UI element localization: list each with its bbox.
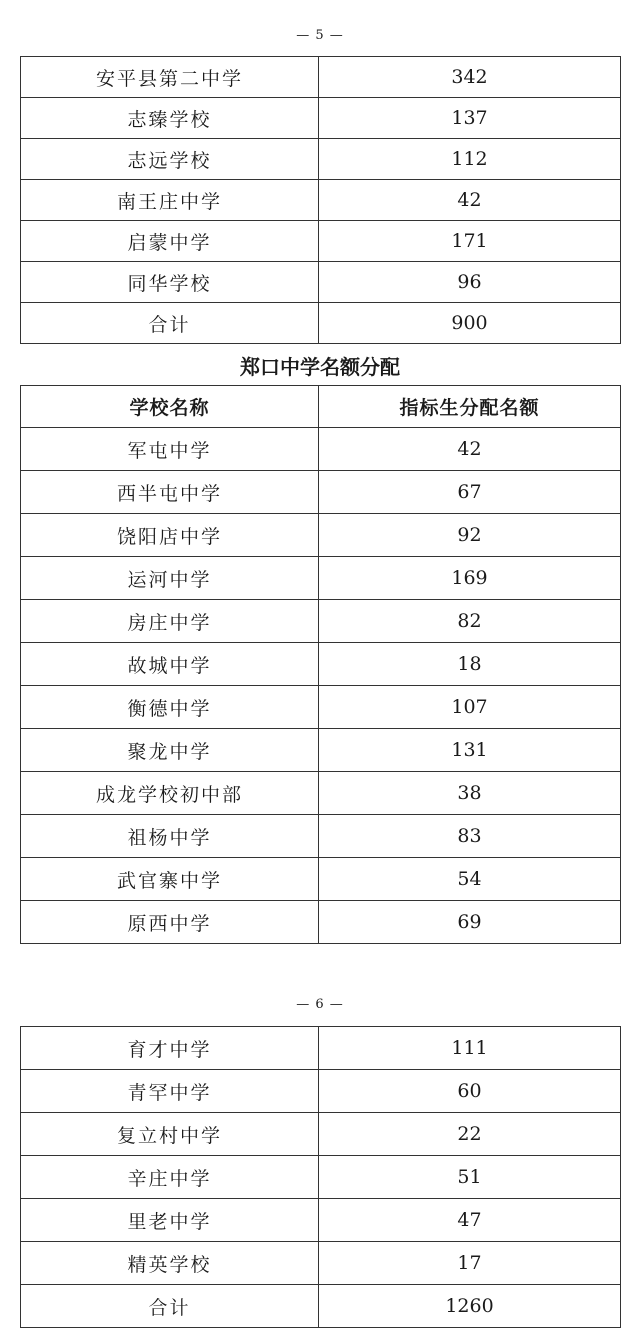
school-name-cell: 复立村中学 — [21, 1113, 319, 1156]
table-row — [21, 815, 621, 858]
quota-cell: 900 — [319, 303, 621, 344]
table-row — [21, 1156, 621, 1199]
quota-cell: 171 — [319, 221, 621, 262]
table-row — [21, 772, 621, 815]
quota-cell: 1260 — [319, 1285, 621, 1328]
table-row — [21, 139, 621, 180]
table-row — [21, 1027, 621, 1070]
table-row — [21, 600, 621, 643]
school-name-cell: 军屯中学 — [21, 428, 319, 471]
school-name-cell: 里老中学 — [21, 1199, 319, 1242]
school-name-cell: 饶阳店中学 — [21, 514, 319, 557]
school-name-cell: 辛庄中学 — [21, 1156, 319, 1199]
table-row — [21, 471, 621, 514]
school-name-cell: 志臻学校 — [21, 98, 319, 139]
school-name-cell: 衡德中学 — [21, 686, 319, 729]
quota-cell: 69 — [319, 901, 621, 944]
header-school-name: 学校名称 — [21, 386, 319, 428]
school-name-cell: 同华学校 — [21, 262, 319, 303]
quota-cell: 38 — [319, 772, 621, 815]
quota-cell: 82 — [319, 600, 621, 643]
school-name-cell: 安平县第二中学 — [21, 57, 319, 98]
school-name-cell: 故城中学 — [21, 643, 319, 686]
school-name-cell: 合计 — [21, 1285, 319, 1328]
table-row — [21, 98, 621, 139]
quota-cell: 137 — [319, 98, 621, 139]
quota-cell: 96 — [319, 262, 621, 303]
quota-cell: 47 — [319, 1199, 621, 1242]
table-row — [21, 1113, 621, 1156]
school-name-cell: 聚龙中学 — [21, 729, 319, 772]
quota-cell: 131 — [319, 729, 621, 772]
allocation-table-continued — [20, 1026, 621, 1328]
table-row — [21, 1285, 621, 1328]
quota-cell: 18 — [319, 643, 621, 686]
page-number: — 6 — — [296, 997, 344, 1012]
table-row — [21, 428, 621, 471]
table-row — [21, 1199, 621, 1242]
quota-cell: 42 — [319, 180, 621, 221]
school-name-cell: 志远学校 — [21, 139, 319, 180]
table-row — [21, 557, 621, 600]
table-row — [21, 262, 621, 303]
quota-cell: 107 — [319, 686, 621, 729]
school-name-cell: 南王庄中学 — [21, 180, 319, 221]
table-row — [21, 686, 621, 729]
quota-cell: 112 — [319, 139, 621, 180]
school-name-cell: 房庄中学 — [21, 600, 319, 643]
school-name-cell: 育才中学 — [21, 1027, 319, 1070]
header-quota: 指标生分配名额 — [319, 386, 621, 428]
table-row — [21, 221, 621, 262]
school-name-cell: 启蒙中学 — [21, 221, 319, 262]
quota-cell: 111 — [319, 1027, 621, 1070]
table-header-row — [21, 386, 621, 428]
page-number: — 5 — — [296, 28, 344, 43]
school-name-cell: 祖杨中学 — [21, 815, 319, 858]
table-row — [21, 514, 621, 557]
quota-cell: 17 — [319, 1242, 621, 1285]
table-row — [21, 303, 621, 344]
quota-cell: 169 — [319, 557, 621, 600]
school-name-cell: 武官寨中学 — [21, 858, 319, 901]
allocation-table-continued — [20, 56, 621, 344]
school-name-cell: 合计 — [21, 303, 319, 344]
quota-cell: 67 — [319, 471, 621, 514]
quota-cell: 54 — [319, 858, 621, 901]
school-name-cell: 西半屯中学 — [21, 471, 319, 514]
table-row — [21, 901, 621, 944]
table-row — [21, 180, 621, 221]
school-name-cell: 运河中学 — [21, 557, 319, 600]
table-row — [21, 858, 621, 901]
quota-cell: 22 — [319, 1113, 621, 1156]
quota-cell: 342 — [319, 57, 621, 98]
quota-cell: 92 — [319, 514, 621, 557]
quota-cell: 60 — [319, 1070, 621, 1113]
quota-cell: 51 — [319, 1156, 621, 1199]
quota-cell: 83 — [319, 815, 621, 858]
school-name-cell: 青罕中学 — [21, 1070, 319, 1113]
table-row — [21, 729, 621, 772]
school-name-cell: 原西中学 — [21, 901, 319, 944]
section-title: 郑口中学名额分配 — [240, 355, 400, 379]
table-row — [21, 57, 621, 98]
school-name-cell: 精英学校 — [21, 1242, 319, 1285]
table-row — [21, 1070, 621, 1113]
quota-cell: 42 — [319, 428, 621, 471]
table-row — [21, 643, 621, 686]
zhengkou-allocation-table — [20, 385, 621, 944]
school-name-cell: 成龙学校初中部 — [21, 772, 319, 815]
table-row — [21, 1242, 621, 1285]
